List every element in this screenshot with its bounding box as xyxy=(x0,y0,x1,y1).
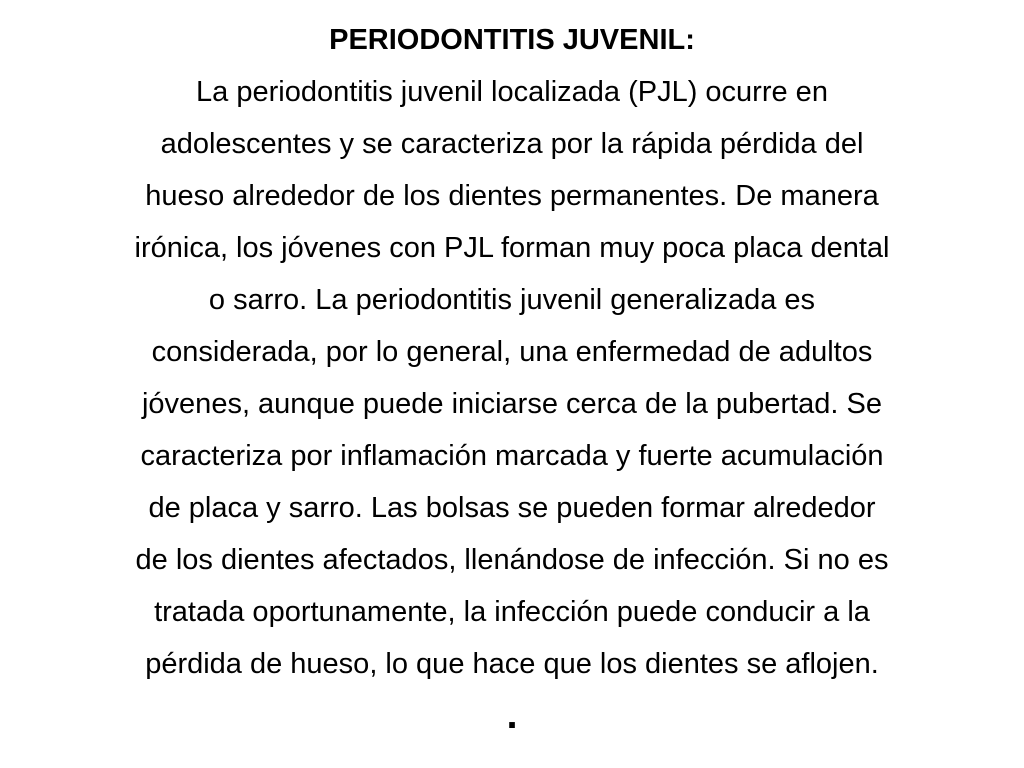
body-line: considerada, por lo general, una enfermedad de adultos xyxy=(151,336,873,368)
body-line: irónica, los jóvenes con PJL forman muy poca placa dental xyxy=(134,232,890,264)
body-line: tratada oportunamente, la infección puede conducir a la xyxy=(154,596,870,628)
body-line: o sarro. La periodontitis juvenil generalizada es xyxy=(208,284,816,316)
body-line: pérdida de hueso, lo que hace que los dientes se aflojen. xyxy=(145,648,879,680)
body-line: jóvenes, aunque puede iniciarse cerca de la pubertad. Se xyxy=(141,388,882,420)
trailing-dot: . xyxy=(506,693,518,737)
body-line: de los dientes afectados, llenándose de infección. Si no es xyxy=(135,544,889,576)
body-line: La periodontitis juvenil localizada (PJL) ocurre en xyxy=(196,76,828,108)
slide-title: PERIODONTITIS JUVENIL: xyxy=(329,24,695,56)
body-line: hueso alrededor de los dientes permanentes. De manera xyxy=(145,180,879,212)
slide-body xyxy=(8,14,1016,690)
body-line: caracteriza por inflamación marcada y fuerte acumulación xyxy=(140,440,884,472)
body-line: adolescentes y se caracteriza por la rápida pérdida del xyxy=(160,128,864,160)
body-line: de placa y sarro. Las bolsas se pueden formar alrededor xyxy=(148,492,876,524)
